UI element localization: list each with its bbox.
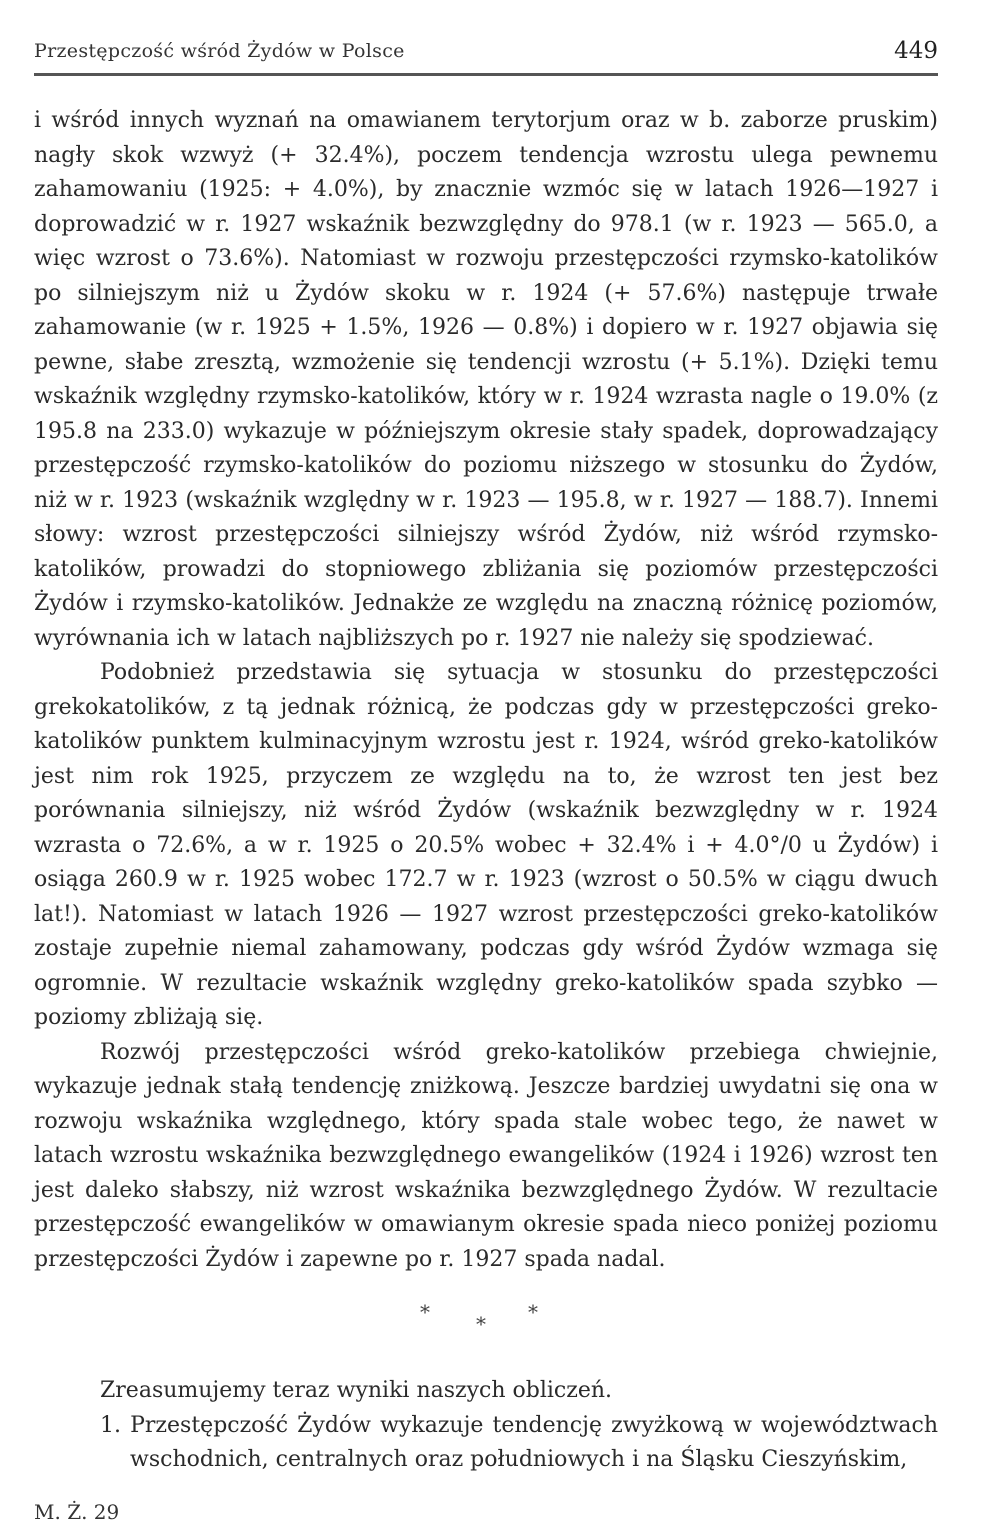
- separator-star: *: [528, 1300, 538, 1324]
- signature-mark: M. Ż. 29: [34, 1500, 120, 1524]
- separator-star: *: [420, 1300, 430, 1324]
- summary-section: [34, 1374, 938, 1478]
- separator-star: *: [476, 1312, 486, 1336]
- running-head-title: Przestępczość wśród Żydów w Polsce: [34, 40, 405, 62]
- page-number: 449: [894, 38, 938, 64]
- summary-item-text: Przestępczość Żydów wykazuje tendencję zwyżkową w województwach wschodnich, centralnych oraz południowych i na Śląsku Cieszyńskim,: [130, 1412, 939, 1472]
- header-rule: [34, 73, 938, 76]
- summary-item: [34, 1409, 938, 1478]
- paragraph: i wśród innych wyznań na omawianem terytorjum oraz w b. zaborze pruskim) nagły skok wzwyż (+ 32.4%), poczem tendencja wzrostu ulega pewnemu zahamowaniu (1925: + 4.0%), by znacznie wzmóc się w latach 1926—1927 i doprowadzić w r. 1927 wskaźnik bezwzględny do 978.1 (w r. 1923 — 565.0, a więc wzrost o 73.6%). Natomiast w rozwoju przestępczości rzymsko-katolików po silniejszym niż u Żydów skoku w r. 1924 (+ 57.6%) następuje trwałe zahamowanie (w r. 1925 + 1.5%, 1926 — 0.8%) i dopiero w r. 1927 objawia się pewne, słabe zresztą, wzmożenie się tendencji wzrostu (+ 5.1%). Dzięki temu wskaźnik względny rzymsko-katolików, który w r. 1924 wzrasta nagle o 19.0% (z 195.8 na 233.0) wykazuje w późniejszym okresie stały spadek, doprowadzający przestępczość rzymsko-katolików do poziomu niższego w stosunku do Żydów, niż w r. 1923 (wskaźnik względny w r. 1923 — 195.8, w r. 1927 — 188.7). Innemi słowy: wzrost przestępczości silniejszy wśród Żydów, niż wśród rzymsko-katolików, prowadzi do stopniowego zbliżania się poziomów przestępczości Żydów i rzymsko-katolików. Jednakże ze względu na znaczną różnicę poziomów, wyrównania ich w latach najbliższych po r. 1927 nie należy się spodziewać.: [34, 108, 938, 651]
- summary-item-number: 1.: [100, 1412, 121, 1438]
- section-separator: [400, 1300, 600, 1340]
- body-text: [34, 104, 938, 1277]
- paragraph: Podobnież przedstawia się sytuacja w stosunku do przestępczości grekokatolików, z tą jednak różnicą, że podczas gdy w przestępczości greko-katolików punktem kulminacyjnym wzrostu jest r. 1924, wśród greko-katolików jest nim rok 1925, przyczem ze względu na to, że wzrost ten jest bez porównania silniejszy, niż wśród Żydów (wskaźnik bezwzględny w r. 1924 wzrasta o 72.6%, a w r. 1925 o 20.5% wobec + 32.4% i + 4.0°/0 u Żydów) i osiąga 260.9 w r. 1925 wobec 172.7 w r. 1923 (wzrost o 50.5% w ciągu dwuch lat!). Natomiast w latach 1926 — 1927 wzrost przestępczości greko-katolików zostaje zupełnie niemal zahamowany, podczas gdy wśród Żydów wzmaga się ogromnie. W rezultacie wskaźnik względny greko-katolików spada szybko — poziomy zbliżają się.: [34, 660, 938, 1030]
- paragraph: Rozwój przestępczości wśród greko-katolików przebiega chwiejnie, wykazuje jednak stałą tendencję zniżkową. Jeszcze bardziej uwydatni się ona w rozwoju wskaźnika względnego, który spada stale wobec tego, że nawet w latach wzrostu wskaźnika bezwzględnego ewangelików (1924 i 1926) wzrost ten jest daleko słabszy, niż wzrost wskaźnika bezwzględnego Żydów. W rezultacie przestępczość ewangelików w omawianym okresie spada nieco poniżej poziomu przestępczości Żydów i zapewne po r. 1927 spada nadal.: [34, 1039, 938, 1272]
- summary-intro: Zreasumujemy teraz wyniki naszych obliczeń.: [100, 1378, 613, 1403]
- running-head: [34, 38, 938, 68]
